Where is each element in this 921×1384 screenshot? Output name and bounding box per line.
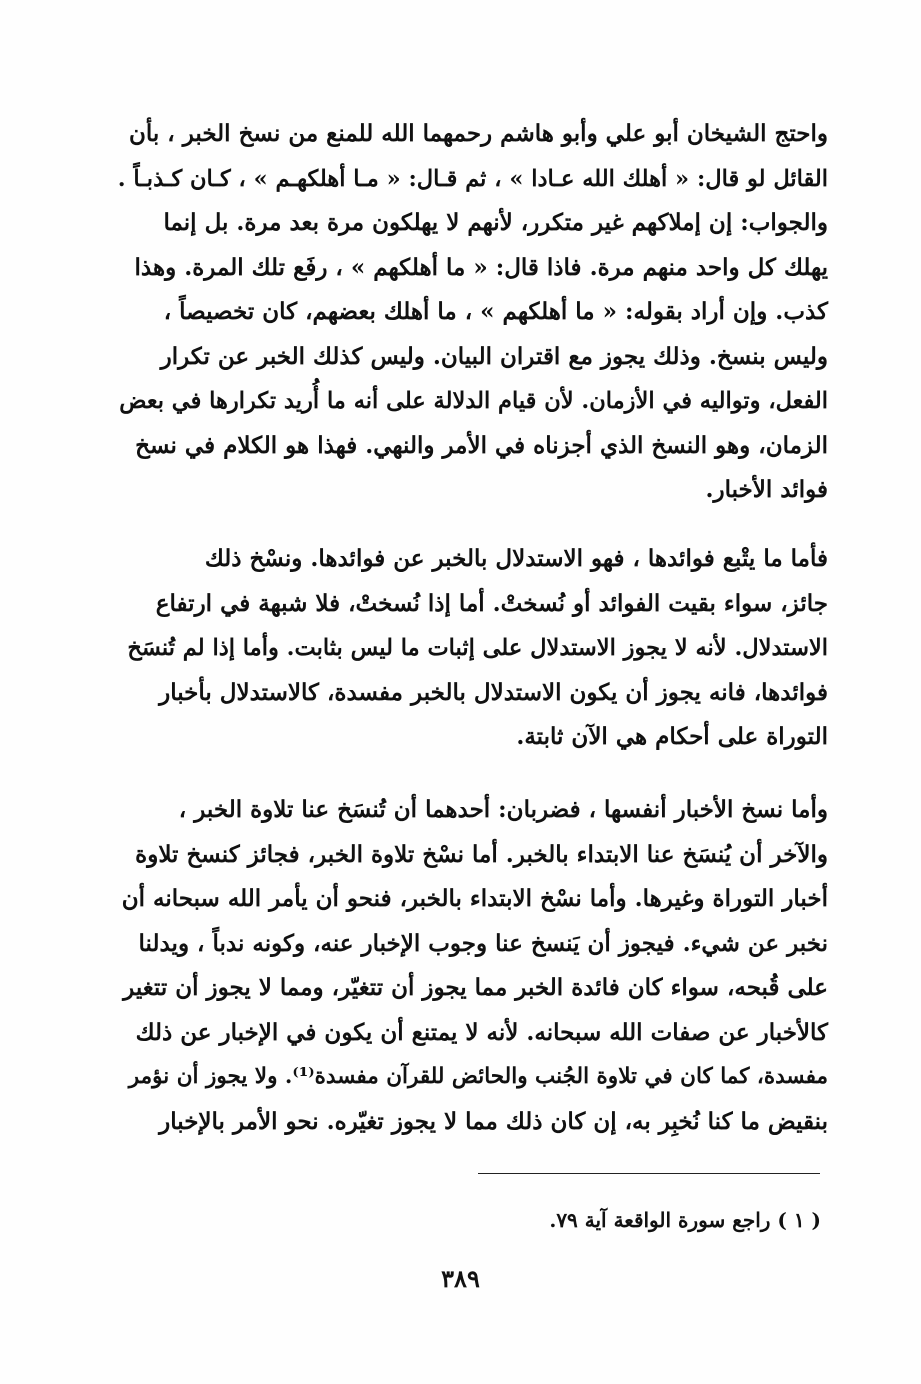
text-line: الزمان، وهو النسخ الذي أجزناه في الأمر والنهي. فهذا هو الكلام في نسخ [135,431,828,459]
text-line: مفسدة، كما كان في تلاوة الجُنب والحائض للقرآن مفسدة⁽¹⁾. ولا يجوز أن نؤمر [128,1064,828,1089]
text-line: والآخر أن يُنسَخ عنا الابتداء بالخبر. أما نسْخ تلاوة الخبر، فجائز كنسخ تلاوة [135,840,828,868]
text-line: على قُبحه، سواء كان فائدة الخبر مما يجوز أن تتغيّر، ومما لا يجوز أن تتغير [123,974,828,1001]
text-line: واحتج الشيخان أبو علي وأبو هاشم رحمهما الله للمنع من نسخ الخبر ، بأن [128,120,828,147]
text-line: الاستدلال. لأنه لا يجوز الاستدلال على إثبات ما ليس بثابت. وأما إذا لم تُنسَخ [127,635,828,661]
text-line: وليس بنسخ. وذلك يجوز مع اقتران البيان. وليس كذلك الخبر عن تكرار [160,342,828,370]
footnote-divider [478,1173,820,1174]
text-line: القائل لو قال: « أهلك الله عـادا » ، ثم قـال: « مـا أهلكهـم » ، كـان كـذبـاً . [117,165,828,192]
text-line: وأما نسخ الأخبار أنفسها ، فضربان: أحدهما أن تُنسَخ عنا تلاوة الخبر ، [178,796,828,823]
text-line: فوائدها، فانه يجوز أن يكون الاستدلال بالخبر مفسدة، كالاستدلال بأخبار [159,678,828,706]
text-line: بنقيض ما كنا نُخبِر به، إن كان ذلك مما لا يجوز تغيّره. نحو الأمر بالإخبار [159,1107,828,1135]
paragraph-abrogation-of-reports-themselves [118,788,828,1144]
text-line: أخبار التوراة وغيرها. وأما نسْخ الابتداء بالخبر، فنحو أن يأمر الله سبحانه أن [121,885,828,912]
page-number: ٣٨٩ [441,1264,480,1293]
paragraph-benefits-inference [118,537,828,760]
text-line: كالأخبار عن صفات الله سبحانه. لأنه لا يمتنع أن يكون في الإخبار عن ذلك [135,1018,828,1046]
footnote: ( ١ ) راجع سورة الواقعة آية ٧٩. [549,1208,821,1232]
text-line: التوراة على أحكام هي الآن ثابتة. [516,723,828,750]
text-line: جائز، سواء بقيت الفوائد أو نُسختْ. أما إذا نُسختْ، فلا شبهة في ارتفاع [155,589,828,617]
text-line: نخبر عن شيء. فيجوز أن يَنسخ عنا وجوب الإخبار عنه، وكونه ندباً ، ويدلنا [138,929,828,957]
text-line: فأما ما يتْبع فوائدها ، فهو الاستدلال بالخبر عن فوائدها. ونسْخ ذلك [204,545,828,572]
text-line: يهلك كل واحد منهم مرة. فاذا قال: « ما أهلكهم » ، رفَع تلك المرة. وهذا [134,253,828,281]
text-line: كذب. وإن أراد بقوله: « ما أهلكهم » ، ما أهلك بعضهم، كان تخصيصاً ، [163,298,828,325]
text-line: فوائد الأخبار. [705,476,828,503]
paragraph-abrogation-of-report [118,112,828,513]
text-line: والجواب: إن إملاكهم غير متكرر، لأنهم لا يهلكون مرة بعد مرة. بل إنما [163,209,828,236]
text-line: الفعل، وتواليه في الأزمان. لأن قيام الدلالة على أنه ما أُريد تكرارها في بعض [119,388,828,414]
